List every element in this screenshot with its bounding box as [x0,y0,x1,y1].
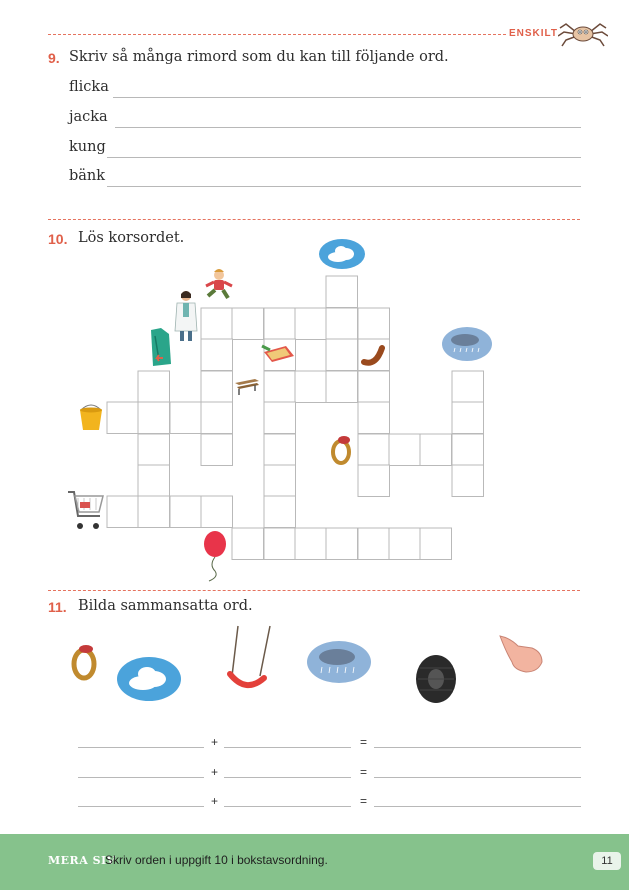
jacket-icon [145,326,175,368]
shopping-cart-icon [66,488,106,534]
crossword-cell[interactable] [264,528,296,560]
q10-number: 10. [48,231,68,247]
sausage-icon [360,342,386,368]
cloud-icon [116,656,182,702]
q11-row1-word1[interactable] [78,747,204,748]
q11-row1-plus: + [211,735,219,749]
sandbox-icon [258,338,298,368]
q11-row3-plus: + [211,794,219,808]
crossword-cell[interactable] [295,528,327,560]
q11-row2-equals: = [360,765,368,779]
tire-icon [414,654,458,704]
crossword-cell[interactable] [264,371,296,403]
crossword-cell[interactable] [452,371,484,403]
rain-cloud-icon [441,326,493,362]
q11-row1-equals: = [360,735,368,749]
q11-row2-plus: + [211,765,219,779]
crossword-cell[interactable] [389,528,421,560]
crossword-cell[interactable] [420,528,452,560]
crossword-cell[interactable] [452,402,484,434]
cloud-icon [318,238,366,270]
rain-cloud-icon [306,640,372,684]
q11-row1-word2[interactable] [224,747,351,748]
crossword-cell[interactable] [232,528,264,560]
crossword-cell[interactable] [420,434,452,466]
q11-row3-result[interactable] [374,806,581,807]
crossword-cell[interactable] [295,371,327,403]
crossword-cell[interactable] [138,371,170,403]
footer-bar [0,834,629,890]
swing-icon [224,624,280,692]
crossword-cell[interactable] [295,308,327,340]
q9-word-jacka: jacka [69,109,108,125]
crossword-cell[interactable] [358,308,390,340]
balloon-icon [198,528,230,584]
q11-number: 11. [48,599,67,615]
bench-icon [233,375,261,397]
pointing-hand-icon [496,628,546,676]
crossword-cell[interactable] [232,308,264,340]
crossword-cell[interactable] [138,465,170,497]
crossword-cell[interactable] [358,402,390,434]
crossword-cell[interactable] [138,402,170,434]
crossword-cell[interactable] [326,308,358,340]
crossword-cell[interactable] [326,528,358,560]
crossword-cell[interactable] [201,339,233,371]
crossword-cell[interactable] [170,402,202,434]
section-tag: ENSKILT [509,28,559,39]
q10-prompt: Lös korsordet. [78,230,185,246]
q9-number: 9. [48,50,60,66]
ring-icon [329,432,355,466]
q9-word-kung: kung [69,139,106,155]
crossword-cell[interactable] [452,434,484,466]
crossword-cell[interactable] [107,496,139,528]
q11-row3-equals: = [360,794,368,808]
crossword-cell[interactable] [201,402,233,434]
footer-label: MERA SIV [48,854,116,867]
q11-row2-word1[interactable] [78,777,204,778]
footer-text: Skriv orden i uppgift 10 i bokstavsordning. [105,853,328,867]
crossword-cell[interactable] [264,434,296,466]
q9-prompt: Skriv så många rimord som du kan till följande ord. [69,49,449,65]
q11-row2-word2[interactable] [224,777,351,778]
q9-word-bank: bänk [69,168,106,184]
crossword-cell[interactable] [107,402,139,434]
crossword-cell[interactable] [201,371,233,403]
crossword-cell[interactable] [358,434,390,466]
doctor-icon [172,289,200,343]
crossword-cell[interactable] [201,496,233,528]
crossword-cell[interactable] [264,308,296,340]
crossword-cell[interactable] [326,371,358,403]
crossword-cell[interactable] [358,465,390,497]
bucket-icon [78,402,104,434]
crossword-cell[interactable] [358,528,390,560]
crossword-cell[interactable] [264,465,296,497]
q11-prompt: Bilda sammansatta ord. [78,598,253,614]
crossword-cell[interactable] [170,496,202,528]
doll-icon [202,266,234,306]
crossword-cell[interactable] [326,339,358,371]
q11-row2-result[interactable] [374,777,581,778]
page-number: 11 [593,852,621,870]
crossword-cell[interactable] [389,434,421,466]
crossword-cell[interactable] [358,371,390,403]
crossword-cell[interactable] [138,496,170,528]
crossword-cell[interactable] [264,402,296,434]
q11-row1-result[interactable] [374,747,581,748]
crossword-cell[interactable] [201,434,233,466]
q11-row3-word2[interactable] [224,806,351,807]
ring-icon [70,640,100,682]
crossword-cell[interactable] [201,308,233,340]
crossword-cell[interactable] [326,276,358,308]
crossword-cell[interactable] [138,434,170,466]
crossword-cell[interactable] [452,465,484,497]
crossword-cell[interactable] [264,496,296,528]
q11-row3-word1[interactable] [78,806,204,807]
q9-word-flicka: flicka [69,79,109,95]
section-divider-2 [48,590,580,591]
